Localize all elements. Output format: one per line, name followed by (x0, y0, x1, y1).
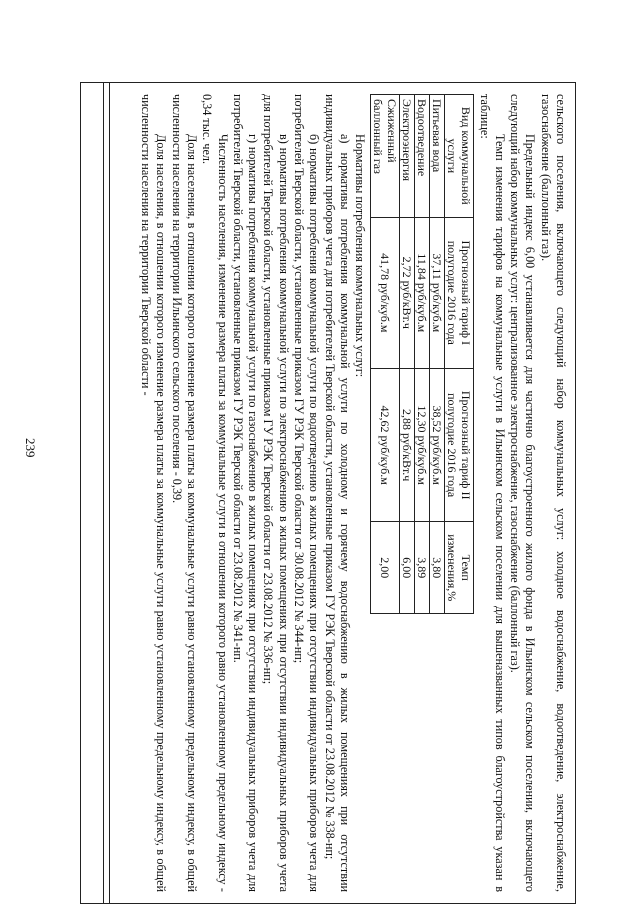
header-tariff-h1: Прогнозный тариф I полугодие 2016 года (445, 217, 474, 368)
frame-divider-outer (109, 82, 110, 904)
population-count: Численность населения, изменение размера платы за коммунальные услуги в отношении которого равно установленному предельному индексу - 0,34 тыс. чел. (200, 94, 230, 892)
header-tariff-h2: Прогнозный тариф II полугодие 2016 года (445, 368, 474, 521)
cell-change: 3,80 (430, 522, 445, 614)
cell-tariff-h1: 11,84 руб/куб.м (415, 217, 430, 368)
cell-tariff-h2: 12,30 руб/куб.м (415, 368, 430, 521)
header-change-rate: Темп изменения,% (445, 522, 474, 614)
cell-change: 2,00 (371, 522, 400, 614)
norm-item-b: б) нормативы потребления коммунальной услуги по водоотведению в жилых помещениях при отсутствии индивидуальных приборов учета для потребителей Тверской области, установленные приказом ГУ РЭК Тверской области от 30.08.2012 № 344-нп; (292, 94, 322, 892)
table-row (430, 95, 445, 614)
norm-item-c: в) нормативы потребления коммунальной услуги по электроснабжению в жилых помещениях при отсутствии индивидуальных приборов учета для потребителей Тверской области, установленные приказом ГУ РЭК Тверской области от 23.08.2012 № 336-нп; (261, 94, 291, 892)
population-share-settlement: Доля населения, в отношении которого изменение размера платы за коммунальные услуги равно установленному предельному индексу, в общей численности населения на территории Ильинского сельского поселения - 0,39. (169, 94, 199, 892)
frame-divider-inner (103, 82, 104, 904)
cell-tariff-h1: 2,72 руб/кВт.ч (400, 217, 415, 368)
norm-item-a: а) нормативы потребления коммунальной услуги по холодному и горячему водоснабжению в жилых помещениях при отсутствии индивидуальных приборов учета для потребителей Тверской области, установленные приказом ГУ РЭК Тверской области от 23.08.2012 № 338-нп; (322, 94, 352, 892)
cell-tariff-h1: 37,11 руб/куб.м (430, 217, 445, 368)
cell-tariff-h2: 42,62 руб/куб.м (371, 368, 400, 521)
table-row (371, 95, 400, 614)
norm-item-d: г) нормативы потребления коммунальной услуги по газоснабжению в жилых помещениях при отсутствии индивидуальных приборов учета для потребителей Тверской области, установленные приказом ГУ РЭК Тверской области от 23.08.2012 № 341-нп. (230, 94, 261, 892)
page-number: 239 (23, 438, 38, 458)
rotated-page (80, 82, 576, 904)
cell-change: 6,00 (400, 522, 415, 614)
cell-service: Питьевая вода (430, 95, 445, 218)
cell-tariff-h2: 2,88 руб/кВт.ч (400, 368, 415, 521)
cell-service: Водоотведение (415, 95, 430, 218)
paragraph-table-intro: Темп изменения тарифов на коммунальные услуги в Ильинском сельском поселении для вышеназванных типов благоустройства указан в таблице: (477, 94, 507, 892)
tariff-table (370, 94, 474, 614)
document-body (138, 94, 568, 892)
cell-service: Сжиженный баллонный газ (371, 95, 400, 218)
table-header-row (445, 95, 474, 614)
population-share-region: Доля населения, в отношении которого изменение размера платы за коммунальные услуги равно установленному предельному индексу, в общей численности населения на территории Тверской области - (139, 94, 169, 892)
cell-change: 3,89 (415, 522, 430, 614)
cell-tariff-h2: 38,52 руб/куб.м (430, 368, 445, 521)
norms-heading: Нормативы потребления коммунальных услуг: (353, 134, 368, 378)
cell-service: Электроэнергия (400, 95, 415, 218)
paragraph-index: Предельный индекс 6,00 устанавливается для частично благоустроенного жилого фонда в Ильинском сельском поселении, включающего следующий набор коммунальных услуг: централизованное электроснабжение, газоснабжение (баллонный газ). (508, 94, 538, 892)
paragraph-intro: сельского поселения, включающего следующий набор коммунальных услуг: холодное водоснабжение, водоотведение, электроснабжение, газоснабжение (баллонный газ). (538, 94, 568, 892)
table-row (415, 95, 430, 614)
header-service: Вид коммунальной услуги (445, 95, 474, 218)
cell-tariff-h1: 41,78 руб/куб.м (371, 217, 400, 368)
table-row (400, 95, 415, 614)
